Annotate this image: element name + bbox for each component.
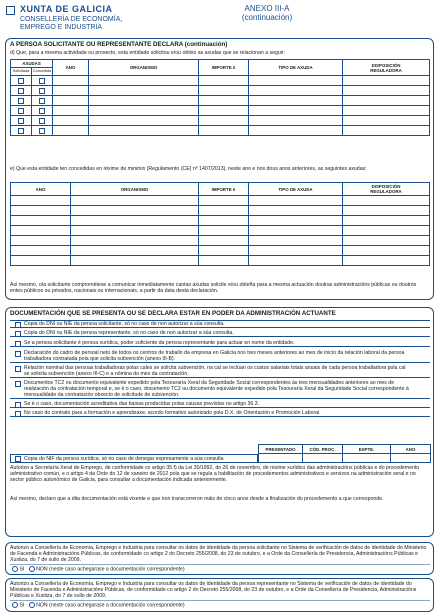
section2-legal-text2: Así mesmo, declaro que a dita documentación está vixente e que non transcorreron máis de cinco anos desde a finalización do procedemento a que corresponde.: [10, 496, 384, 502]
aid-table-d-cell[interactable]: [53, 106, 89, 116]
aid-table-d-row: [11, 96, 430, 106]
solicitada-checkbox[interactable]: [18, 128, 24, 134]
aid-table-d-cell[interactable]: [89, 76, 199, 86]
concedida-checkbox[interactable]: [39, 118, 45, 124]
document-checkbox[interactable]: [15, 351, 21, 357]
document-text: Documentos TC2 ou documento equivalente expedido pola Tesouraría Xeral da Seguridade Social correspondentes ás tres mensualidades anteriores ao mes de realización da contratación temporal e, se é o caso, documento TC2 ou documento equivalente expedido pola Tesouraría Xeral da Seguridade Social correspondente á mensualidade da contratación obxecto de solicitude de subvención.: [24, 380, 409, 398]
aid-table-e-row: [11, 236, 430, 246]
aid-table-e-row: [11, 216, 430, 226]
concedida-checkbox-cell[interactable]: [32, 106, 53, 116]
section2-title: DOCUMENTACIÓN QUE SE PRESENTA OU SE DECLARA ESTAR EN PODER DA ADMINISTRACIÓN ACTUANTE: [10, 310, 336, 317]
aid-table-e-cell[interactable]: [11, 226, 71, 236]
aid-table-d-cell[interactable]: [343, 76, 430, 86]
aid-table-d-cell[interactable]: [53, 76, 89, 86]
document-checkbox[interactable]: [15, 341, 21, 347]
aid-table-e-cell[interactable]: [249, 256, 343, 266]
aid-table-e-cell[interactable]: [343, 246, 430, 256]
aid-table-e-cell[interactable]: [71, 236, 199, 246]
aid-table-d-cell[interactable]: [199, 76, 249, 86]
solicitada-checkbox-cell[interactable]: [11, 76, 32, 86]
aid-table-d-cell[interactable]: [343, 126, 430, 136]
annex-title: ANEXO III-A: [244, 4, 290, 13]
aid-table-d-cell[interactable]: [53, 116, 89, 126]
aid-table-e-cell[interactable]: [71, 246, 199, 256]
aid-table-d: [10, 59, 430, 136]
aid-table-d-cell[interactable]: [249, 116, 343, 126]
aid-table-d-cell[interactable]: [249, 126, 343, 136]
aid-table-d-cell[interactable]: [249, 106, 343, 116]
section1-title: A PERSOA SOLICITANTE OU REPRESENTANTE DECLARA (continuación): [10, 41, 228, 48]
aid-table-d-cell[interactable]: [199, 106, 249, 116]
document-checkbox[interactable]: [15, 322, 21, 328]
aid-table-e-cell[interactable]: [249, 206, 343, 216]
section1-d-text: d) Que, para a mesma actividade ou proxecto, esta entidade solicitou e/ou obtivo as axudas que se relacionan a seguir:: [10, 50, 286, 56]
aid-table-d-cell[interactable]: [343, 96, 430, 106]
aid-table-d-cell[interactable]: [53, 96, 89, 106]
disposicion-header: DISPOSICIÓN REGULADORA: [343, 60, 430, 76]
tipo-header: TIPO DE AXUDA: [249, 60, 343, 76]
aid-table-e-cell[interactable]: [199, 226, 249, 236]
tipo-header-e: TIPO DE AXUDA: [249, 183, 343, 196]
auth2-options: [12, 602, 185, 609]
section1-footer-text: Así mesmo, o/a solicitante comprométese a comunicar inmediatamente cantas axudas solicite e/ou obteña para a mesma actuación doutras administracións públicas ou doutros entes públicos ou privados, nacionais ou internacionais, a partir da data desta declaración.: [10, 282, 417, 295]
auth1-text: Autorizo a Consellería de Economía, Emprego e Industria para consultar os datos de identidade da persoa solicitante no Sistema de verificación de datos de identidade do Ministerio de Facenda e Administracións Públicas, de conformidade co artigo 2 do Decreto 255/2008, do 23 de outubro, e a Orde da Consellería de Presidencia, Administracións Públicas e Xustiza, do 7 de xullo de 2009.: [10, 545, 427, 564]
solicitada-checkbox-cell[interactable]: [11, 116, 32, 126]
document-checkbox[interactable]: [15, 411, 21, 417]
organismo-header-e: ORGANISMO: [71, 183, 199, 196]
aid-table-e-cell[interactable]: [11, 196, 71, 206]
solicitada-header: Solicitada: [11, 68, 32, 76]
auth1-non-label: NON (neste caso achegarase a documentación correspondente): [36, 566, 185, 573]
aid-table-e-cell[interactable]: [343, 216, 430, 226]
aid-table-d-cell[interactable]: [199, 126, 249, 136]
document-checkbox[interactable]: [15, 331, 21, 337]
xunta-logo-icon: [6, 6, 15, 15]
aid-table-e-cell[interactable]: [71, 226, 199, 236]
aid-table-e-cell[interactable]: [71, 196, 199, 206]
aid-table-d-cell[interactable]: [89, 126, 199, 136]
aid-table-d-cell[interactable]: [199, 86, 249, 96]
aid-table-d-cell[interactable]: [249, 76, 343, 86]
aid-table-e-cell[interactable]: [199, 246, 249, 256]
declaration-section: [5, 38, 434, 300]
aid-table-d-cell[interactable]: [343, 106, 430, 116]
document-checkbox[interactable]: [15, 366, 21, 372]
document-text: Copia do DNI ou NIE da persoa representante, só no caso de non autorizar a súa consulta.: [24, 330, 234, 336]
solicitada-checkbox-cell[interactable]: [11, 86, 32, 96]
disposicion-header-e: DISPOSICIÓN REGULADORA: [343, 183, 430, 196]
importe-header-e: IMPORTE €: [199, 183, 249, 196]
document-text: Relación nominal das persoas traballadoras polas cales se solicita subvención, na cal se inclúan os custos salariais totais anuais de cada persoa traballadora pola cal se solicita subvención (anexo III-C) e a nómina do mes da contratación.: [24, 365, 406, 377]
aid-table-e-cell[interactable]: [11, 256, 71, 266]
organismo-header: ORGANISMO: [89, 60, 199, 76]
aid-table-d-cell[interactable]: [199, 116, 249, 126]
aid-table-e-cell[interactable]: [11, 236, 71, 246]
nif-doc-text: Copia do NIF da persoa xurídica, só no caso de denegar expresamente a súa consulta: [24, 455, 224, 462]
aid-table-d-row: [11, 76, 430, 86]
importe-header: IMPORTE €: [199, 60, 249, 76]
axudas-header: AXUDAS: [11, 60, 53, 68]
aid-table-d-row: [11, 106, 430, 116]
aid-table-e-cell[interactable]: [199, 256, 249, 266]
aid-table-e-cell[interactable]: [343, 226, 430, 236]
auth1-si-radio[interactable]: [12, 566, 18, 572]
aid-table-d-cell[interactable]: [343, 86, 430, 96]
expte-header: EXPTE.: [343, 445, 391, 454]
auth1-options: [12, 566, 185, 573]
document-text: No caso do contrato para a formación e aprendizaxe, acordo formativo autorizado pola D.X. de Orientación e Promoción Laboral.: [24, 410, 321, 416]
concedida-checkbox-cell[interactable]: [32, 86, 53, 96]
document-text: Se é o caso, documentación acreditativa das baixas producidas polas causas previstas no artigo 36.3.: [24, 401, 260, 407]
document-text: Se a persoa solicitante é persoa xurídica, poder suficiente da persoa representante para actuar en nome da entidade.: [24, 340, 295, 346]
logo-dept-line2: EMPREGO E INDUSTRIA: [20, 24, 103, 31]
concedida-checkbox[interactable]: [39, 108, 45, 114]
concedida-checkbox-cell[interactable]: [32, 126, 53, 136]
concedida-checkbox[interactable]: [39, 128, 45, 134]
nif-doc-checkbox[interactable]: [15, 456, 21, 462]
aid-table-d-cell[interactable]: [249, 96, 343, 106]
logo-dept-line1: CONSELLERÍA DE ECONOMÍA,: [20, 16, 123, 23]
presentado-header: PRESENTADO: [259, 445, 303, 454]
aid-table-d-row: [11, 86, 430, 96]
solicitada-checkbox-cell[interactable]: [11, 96, 32, 106]
auth2-non-label: NON (neste caso achegarase a documentación correspondente): [36, 602, 185, 609]
auth-applicant-section: [5, 542, 434, 575]
document-text: Copia do DNI ou NIE da persoa solicitante, só no caso de non autorizar a súa consulta.: [24, 321, 225, 327]
aid-table-e-cell[interactable]: [199, 236, 249, 246]
solicitada-checkbox[interactable]: [18, 98, 24, 104]
document-text: Declaración do cadro de persoal neto de todos os centros de traballo da empresa en Galicia nos tres meses anteriores ao mes de inicio da relación laboral da persoa traballadora contratada pola que solicita subvención (anexo III-B).: [24, 350, 405, 362]
solicitada-checkbox[interactable]: [18, 78, 24, 84]
aid-table-e-cell[interactable]: [343, 206, 430, 216]
aid-table-d-cell[interactable]: [89, 86, 199, 96]
aid-table-d-cell[interactable]: [89, 116, 199, 126]
annex-subtitle: (continuación): [241, 13, 293, 22]
concedida-checkbox[interactable]: [39, 98, 45, 104]
aid-table-d-row: [11, 116, 430, 126]
auth2-si-label: SI: [19, 602, 25, 609]
auth2-non-radio[interactable]: [29, 602, 35, 608]
aid-table-e-cell[interactable]: [199, 216, 249, 226]
auth2-text: Autorizo a Consellería de Economía, Emprego e Industria para consultar os datos de identidade da persoa representante no Sistema de verificación de datos de identidade do Ministerio de Facenda e Administracións Públicas, de conformidade co artigo 2 do Decreto 255/2008, do 23 de outubro, e a Orde da Consellería de Presidencia, Administracións Públicas e Xustiza, do 7 de xullo de 2009.: [10, 581, 417, 600]
aid-table-e: [10, 182, 430, 266]
aid-table-e-row: [11, 246, 430, 256]
ano-header-e: ANO: [11, 183, 71, 196]
concedida-checkbox[interactable]: [39, 78, 45, 84]
solicitada-checkbox[interactable]: [18, 88, 24, 94]
document-checkbox[interactable]: [15, 381, 21, 387]
aid-table-e-cell[interactable]: [199, 196, 249, 206]
solicitada-checkbox[interactable]: [18, 118, 24, 124]
logo-department: [20, 16, 122, 32]
aid-table-e-cell[interactable]: [71, 216, 199, 226]
documentation-section: [5, 307, 434, 537]
logo-name: XUNTA DE GALICIA: [20, 4, 113, 14]
solicitada-checkbox-cell[interactable]: [11, 126, 32, 136]
aid-table-e-cell[interactable]: [11, 246, 71, 256]
aid-table-d-row: [11, 126, 430, 136]
aid-table-d-cell[interactable]: [249, 86, 343, 96]
section1-e-text: e) Que esta entidade ten concedidas en réxime de minimis (Regulamento (CE) nº 1407/2013), neste ano e nos dous anos anteriores, as seguintes axudas:: [10, 166, 367, 172]
aid-table-e-cell[interactable]: [343, 196, 430, 206]
aid-table-e-cell[interactable]: [11, 206, 71, 216]
ano-header: ANO: [53, 60, 89, 76]
section2-legal-text: Autorizo a Secretaría Xeral de Emprego, de conformidade co artigo 35.f) da Lei 30/1992, do 26 de novembro, de réxime xurídico das administracións públicas e do procedemento administrativo común, e o artigo 4 da Orde do 12 de xaneiro de 2012 pola que se regula a habilitación de procedementos administrativos e servizos na administración xeral e no sector público autonómico de Galicia, para consultar a documentación indicada anteriormente.: [10, 465, 420, 484]
aid-table-e-cell[interactable]: [249, 236, 343, 246]
solicitada-checkbox-cell[interactable]: [11, 106, 32, 116]
aid-table-e-cell[interactable]: [11, 216, 71, 226]
aid-table-e-cell[interactable]: [249, 216, 343, 226]
aid-table-e-row: [11, 226, 430, 236]
auth-representative-section: [5, 578, 434, 612]
aid-table-d-cell[interactable]: [89, 96, 199, 106]
concedida-checkbox-cell[interactable]: [32, 76, 53, 86]
annex-heading: [212, 4, 322, 22]
cod-proc-header: CÓD. PROC.: [303, 445, 343, 454]
aid-table-e-row: [11, 196, 430, 206]
aid-table-e-cell[interactable]: [199, 206, 249, 216]
aid-table-e-cell[interactable]: [343, 236, 430, 246]
aid-table-e-row: [11, 256, 430, 266]
concedida-checkbox[interactable]: [39, 88, 45, 94]
aid-table-e-cell[interactable]: [343, 256, 430, 266]
presented-table: [258, 444, 431, 463]
aid-table-e-cell[interactable]: [249, 226, 343, 236]
concedida-checkbox-cell[interactable]: [32, 116, 53, 126]
aid-table-e-cell[interactable]: [71, 206, 199, 216]
auth1-non-radio[interactable]: [29, 566, 35, 572]
aid-table-d-cell[interactable]: [199, 96, 249, 106]
aid-table-e-cell[interactable]: [249, 196, 343, 206]
concedida-checkbox-cell[interactable]: [32, 96, 53, 106]
ano-header-presented: ANO: [391, 445, 431, 454]
auth1-si-label: SI: [19, 566, 25, 573]
aid-table-d-cell[interactable]: [343, 116, 430, 126]
aid-table-e-cell[interactable]: [71, 256, 199, 266]
aid-table-e-cell[interactable]: [249, 246, 343, 256]
aid-table-e-row: [11, 206, 430, 216]
aid-table-d-cell[interactable]: [53, 126, 89, 136]
document-checkbox[interactable]: [15, 402, 21, 408]
concedida-header: Concedida: [32, 68, 53, 76]
auth2-si-radio[interactable]: [12, 602, 18, 608]
solicitada-checkbox[interactable]: [18, 108, 24, 114]
aid-table-d-cell[interactable]: [53, 86, 89, 96]
aid-table-d-cell[interactable]: [89, 106, 199, 116]
